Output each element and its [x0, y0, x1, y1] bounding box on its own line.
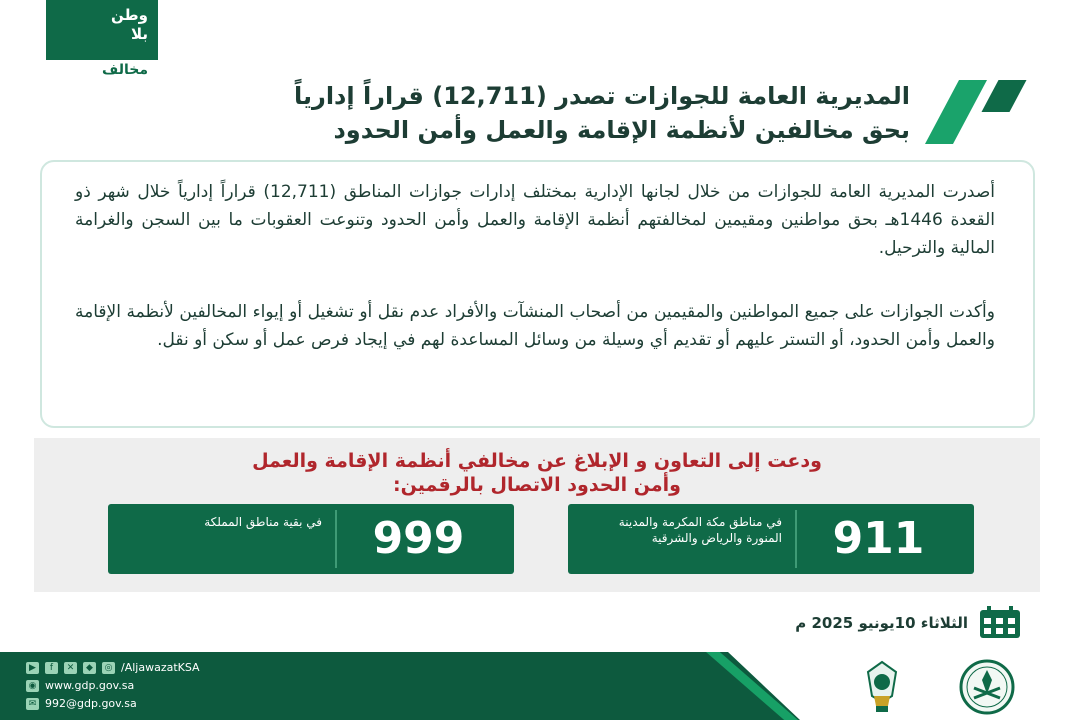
body-paragraph-2: وأكدت الجوازات على جميع المواطنين والمقيمين من أصحاب المنشآت والأفراد عدم نقل أو تشغيل أو إيواء المخالفين لأنظمة الإقامة والعمل وأمن الحدود، أو التستر عليهم أو تقديم أي وسيلة من وسائل المساعدة لهم في إيجاد فرص عمل أو سكن أو نقل.: [75, 302, 995, 350]
hotline-number: 911: [795, 510, 960, 568]
ministry-emblem-icon: [958, 658, 1016, 716]
campaign-badge: [46, 0, 158, 60]
headline-line-1: المديرية العامة للجوازات تصدر (12,711) قراراً إدارياً: [293, 82, 910, 110]
publish-date: الثلاثاء 10يونيو 2025 م: [795, 614, 968, 632]
headline-line-2: بحق مخالفين لأنظمة الإقامة والعمل وأمن الحدود: [333, 116, 910, 144]
x-icon[interactable]: ✕: [64, 662, 77, 674]
decorative-slash: [981, 80, 1026, 112]
decorative-slash: [925, 80, 987, 144]
snapchat-icon[interactable]: ◆: [83, 662, 96, 674]
social-handle[interactable]: /AljawazatKSA: [121, 661, 200, 674]
globe-icon: ◉: [26, 680, 39, 692]
badge-line-1: وطن: [111, 6, 148, 24]
calendar-icon: [978, 606, 1022, 640]
hotline-box-911[interactable]: [568, 504, 974, 574]
website-link[interactable]: www.gdp.gov.sa: [45, 679, 135, 692]
hotline-description: في بقية مناطق المملكة: [204, 515, 322, 529]
email-link[interactable]: 992@gdp.gov.sa: [45, 697, 137, 710]
facebook-icon[interactable]: f: [45, 662, 58, 674]
passports-emblem-icon: [852, 656, 912, 716]
footer-website-row: [26, 679, 134, 692]
badge-line-2: بلا: [130, 25, 148, 43]
contact-call-line-1: ودعت إلى التعاون و الإبلاغ عن مخالفي أنظمة الإقامة والعمل: [252, 450, 822, 472]
body-paragraph-1: أصدرت المديرية العامة للجوازات من خلال لجانها الإدارية بمختلف إدارات جوازات المناطق (12,711) قراراً إدارياً خلال شهر ذو القعدة 1446هـ بحق مواطنين ومقيمين لمخالفتهم أنظمة الإقامة والعمل وأمن الحدود وتنوعت العقوبات ما بين السجن والغرامة المالية والترحيل.: [75, 182, 995, 258]
footer-social-row: [26, 661, 200, 674]
footer-email-row: [26, 697, 137, 710]
instagram-icon[interactable]: ◎: [102, 662, 115, 674]
hotline-number: 999: [335, 510, 500, 568]
email-icon: ✉: [26, 698, 39, 710]
badge-line-3: مخالف: [102, 62, 148, 78]
body-text-box: [40, 160, 1035, 428]
youtube-icon[interactable]: ▶: [26, 662, 39, 674]
hotline-box-999[interactable]: [108, 504, 514, 574]
hotline-description: في مناطق مكة المكرمة والمدينة المنورة والرياض والشرقية: [618, 515, 782, 545]
contact-call-line-2: وأمن الحدود الاتصال بالرقمين:: [393, 474, 681, 496]
